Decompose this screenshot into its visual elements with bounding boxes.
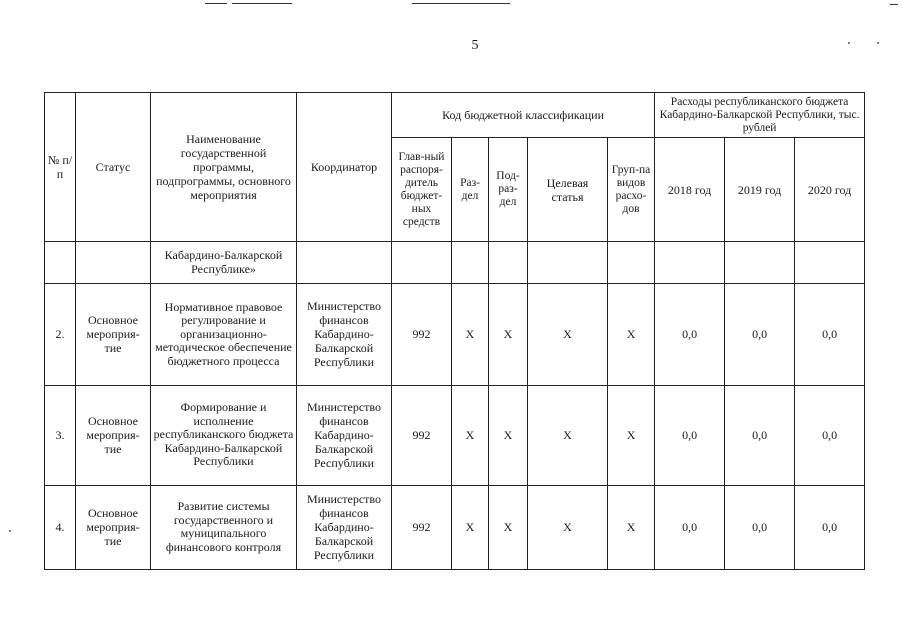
cell-group: X bbox=[608, 284, 655, 385]
header-subsection: Под-раз-дел bbox=[489, 138, 528, 242]
cell-status: Основное мероприя-тие bbox=[76, 284, 151, 385]
header-name: Наименование государственной программы, подпрограммы, основного мероприятия bbox=[151, 93, 297, 242]
cell-grbs: 992 bbox=[392, 485, 452, 569]
header-row-1 bbox=[45, 93, 865, 138]
cell-target: X bbox=[528, 485, 608, 569]
cell-2018: 0,0 bbox=[655, 284, 725, 385]
cell-2020: 0,0 bbox=[795, 385, 865, 485]
scan-artifact bbox=[232, 3, 292, 4]
table-row bbox=[45, 284, 865, 385]
header-group: Груп-па видов расхо-дов bbox=[608, 138, 655, 242]
cell-section: X bbox=[452, 485, 489, 569]
scan-artifact bbox=[890, 4, 898, 5]
cell-2019: 0,0 bbox=[725, 385, 795, 485]
header-coordinator: Координатор bbox=[297, 93, 392, 242]
header-num: № п/п bbox=[45, 93, 76, 242]
cell-group: X bbox=[608, 385, 655, 485]
cell-name: Развитие системы государственного и муниципального финансового контроля bbox=[151, 485, 297, 569]
cell-empty bbox=[392, 242, 452, 284]
cell-grbs: 992 bbox=[392, 385, 452, 485]
cell-empty bbox=[76, 242, 151, 284]
cell-2020: 0,0 bbox=[795, 284, 865, 385]
table-row bbox=[45, 485, 865, 569]
cell-section: X bbox=[452, 284, 489, 385]
continuation-row bbox=[45, 242, 865, 284]
page-number: 5 bbox=[471, 38, 479, 53]
cell-target: X bbox=[528, 385, 608, 485]
cell-coordinator: Министерство финансов Кабардино-Балкарской Республики bbox=[297, 284, 392, 385]
scan-artifact bbox=[877, 42, 879, 44]
cell-status: Основное мероприя-тие bbox=[76, 485, 151, 569]
header-2020: 2020 год bbox=[795, 138, 865, 242]
scan-artifact bbox=[412, 3, 510, 4]
cell-name: Нормативное правовое регулирование и организационно-методическое обеспечение бюджетного процесса bbox=[151, 284, 297, 385]
table-row bbox=[45, 385, 865, 485]
cell-2019: 0,0 bbox=[725, 284, 795, 385]
cell-2019: 0,0 bbox=[725, 485, 795, 569]
scan-artifact bbox=[9, 530, 11, 532]
cell-num: 2. bbox=[45, 284, 76, 385]
header-target: Целевая статья bbox=[528, 138, 608, 242]
cell-empty bbox=[452, 242, 489, 284]
cell-empty bbox=[45, 242, 76, 284]
header-code-group: Код бюджетной классификации bbox=[392, 93, 655, 138]
scan-artifact bbox=[848, 42, 850, 44]
budget-table bbox=[44, 92, 865, 570]
cell-empty bbox=[489, 242, 528, 284]
cell-name: Кабардино-Балкарской Республике» bbox=[151, 242, 297, 284]
cell-empty bbox=[725, 242, 795, 284]
header-2019: 2019 год bbox=[725, 138, 795, 242]
cell-group: X bbox=[608, 485, 655, 569]
cell-status: Основное мероприя-тие bbox=[76, 385, 151, 485]
header-section: Раз-дел bbox=[452, 138, 489, 242]
cell-grbs: 992 bbox=[392, 284, 452, 385]
cell-2020: 0,0 bbox=[795, 485, 865, 569]
cell-empty bbox=[655, 242, 725, 284]
header-2018: 2018 год bbox=[655, 138, 725, 242]
scan-artifact bbox=[205, 3, 227, 4]
cell-section: X bbox=[452, 385, 489, 485]
cell-2018: 0,0 bbox=[655, 385, 725, 485]
cell-2018: 0,0 bbox=[655, 485, 725, 569]
cell-target: X bbox=[528, 284, 608, 385]
cell-num: 4. bbox=[45, 485, 76, 569]
cell-empty bbox=[795, 242, 865, 284]
header-expenses-group: Расходы республиканского бюджета Кабардино-Балкарской Республики, тыс. рублей bbox=[655, 93, 865, 138]
cell-empty bbox=[608, 242, 655, 284]
cell-coordinator: Министерство финансов Кабардино-Балкарской Республики bbox=[297, 485, 392, 569]
cell-empty bbox=[528, 242, 608, 284]
cell-empty bbox=[297, 242, 392, 284]
cell-subsection: X bbox=[489, 284, 528, 385]
cell-name: Формирование и исполнение республиканского бюджета Кабардино-Балкарской Республики bbox=[151, 385, 297, 485]
cell-coordinator: Министерство финансов Кабардино-Балкарской Республики bbox=[297, 385, 392, 485]
cell-num: 3. bbox=[45, 385, 76, 485]
cell-subsection: X bbox=[489, 485, 528, 569]
cell-subsection: X bbox=[489, 385, 528, 485]
header-grbs: Глав-ный распоря-дитель бюджет-ных средств bbox=[392, 138, 452, 242]
header-status: Статус bbox=[76, 93, 151, 242]
